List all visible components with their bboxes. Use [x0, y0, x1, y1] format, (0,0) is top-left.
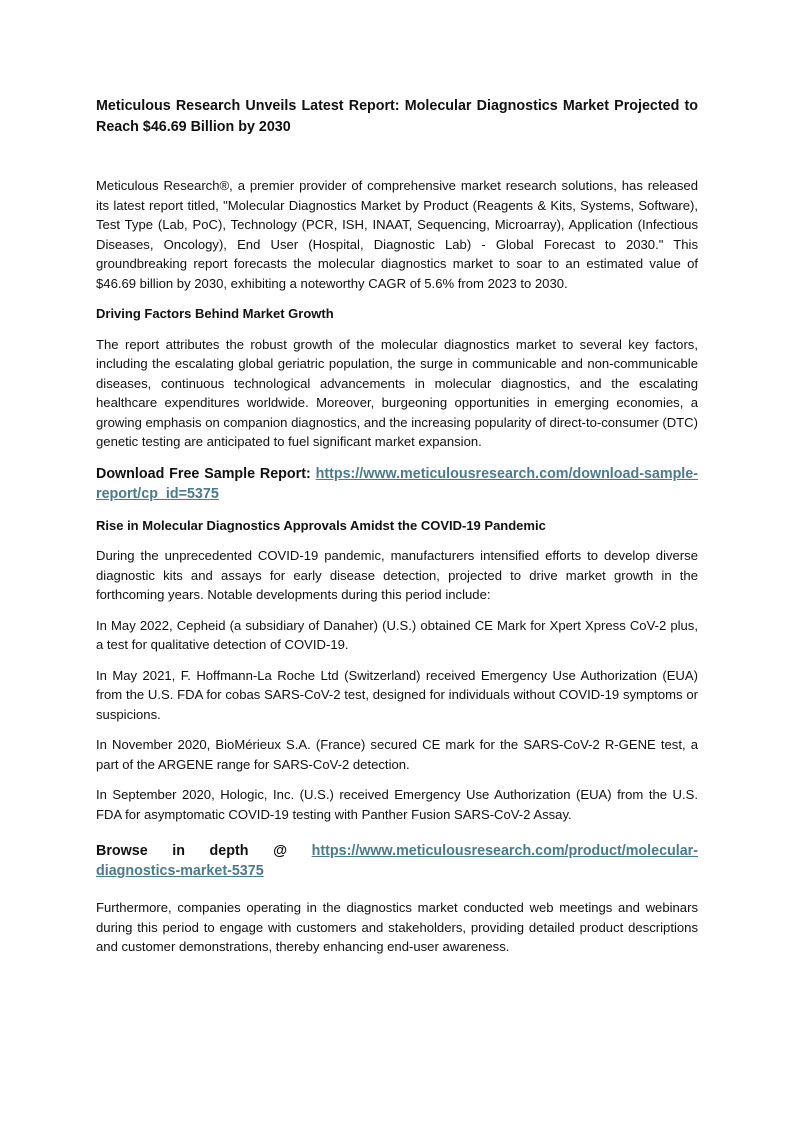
intro-paragraph: Meticulous Research®, a premier provider of comprehensive market research solutions, has released its latest report titled, "Molecular Diagnostics Market by Product (Reagents & Kits, Systems, Software), Test Type (Lab, PoC), Technology (PCR, ISH, INAAT, Sequencing, Microarray), Application (Infectious Diseases, Oncology), End User (Hospital, Diagnostic Lab) - Global Forecast to 2030." This groundbreaking report forecasts the molecular diagnostics market to soar to an estimated value of $46.69 billion by 2030, exhibiting a noteworthy CAGR of 5.6% from 2023 to 2030.: [96, 178, 698, 291]
download-sample-line: [96, 464, 698, 504]
development-item: In November 2020, BioMérieux S.A. (France) secured CE mark for the SARS-CoV-2 R-GENE test, a part of the ARGENE range for SARS-CoV-2 detection.: [96, 737, 698, 772]
development-item: In May 2022, Cepheid (a subsidiary of Danaher) (U.S.) obtained CE Mark for Xpert Xpress CoV-2 plus, a test for qualitative detection of COVID-19.: [96, 617, 698, 652]
driving-factors-paragraph: The report attributes the robust growth of the molecular diagnostics market to several key factors, including the escalating global geriatric population, the surge in communicable and non-communicable diseases, continuous technological advancements in molecular diagnostics, and the escalating healthcare expenditures worldwide. Moreover, burgeoning opportunities in emerging economies, a growing emphasis on companion diagnostics, and the increasing popularity of direct-to-consumer (DTC) genetic testing are anticipated to fuel significant market expansion.: [96, 336, 698, 449]
document-title: Meticulous Research Unveils Latest Report: Molecular Diagnostics Market Projected to Reach $46.69 Billion by 2030: [96, 98, 698, 135]
download-sample-link[interactable]: https://www.meticulousresearch.com/download-sample-report/cp_id=5375: [96, 465, 698, 502]
closing-paragraph: Furthermore, companies operating in the diagnostics market conducted web meetings and webinars during this period to engage with customers and stakeholders, providing detailed product descriptions and customer demonstrations, thereby enhancing end-user awareness.: [96, 900, 698, 954]
download-label: Download Free Sample Report:: [96, 465, 311, 482]
browse-label: Browse in depth @: [96, 843, 288, 859]
covid-paragraph: During the unprecedented COVID-19 pandemic, manufacturers intensified efforts to develop diverse diagnostic kits and assays for early disease detection, projected to drive market growth in the forthcoming years. Notable developments during this period include:: [96, 548, 698, 602]
browse-product-link[interactable]: https://www.meticulousresearch.com/product/molecular-diagnostics-market-5375: [96, 843, 698, 879]
section-heading-covid-approvals: Rise in Molecular Diagnostics Approvals Amidst the COVID-19 Pandemic: [96, 517, 546, 533]
document-page: [96, 96, 698, 968]
development-item: In May 2021, F. Hoffmann-La Roche Ltd (Switzerland) received Emergency Use Authorization (EUA) from the U.S. FDA for cobas SARS-CoV-2 test, designed for individuals without COVID-19 symptoms or suspicions.: [96, 667, 698, 722]
browse-line: [96, 841, 698, 881]
section-heading-driving-factors: Driving Factors Behind Market Growth: [96, 306, 334, 321]
development-item: In September 2020, Hologic, Inc. (U.S.) received Emergency Use Authorization (EUA) from the U.S. FDA for asymptomatic COVID-19 testing with Panther Fusion SARS-CoV-2 Assay.: [96, 787, 698, 822]
